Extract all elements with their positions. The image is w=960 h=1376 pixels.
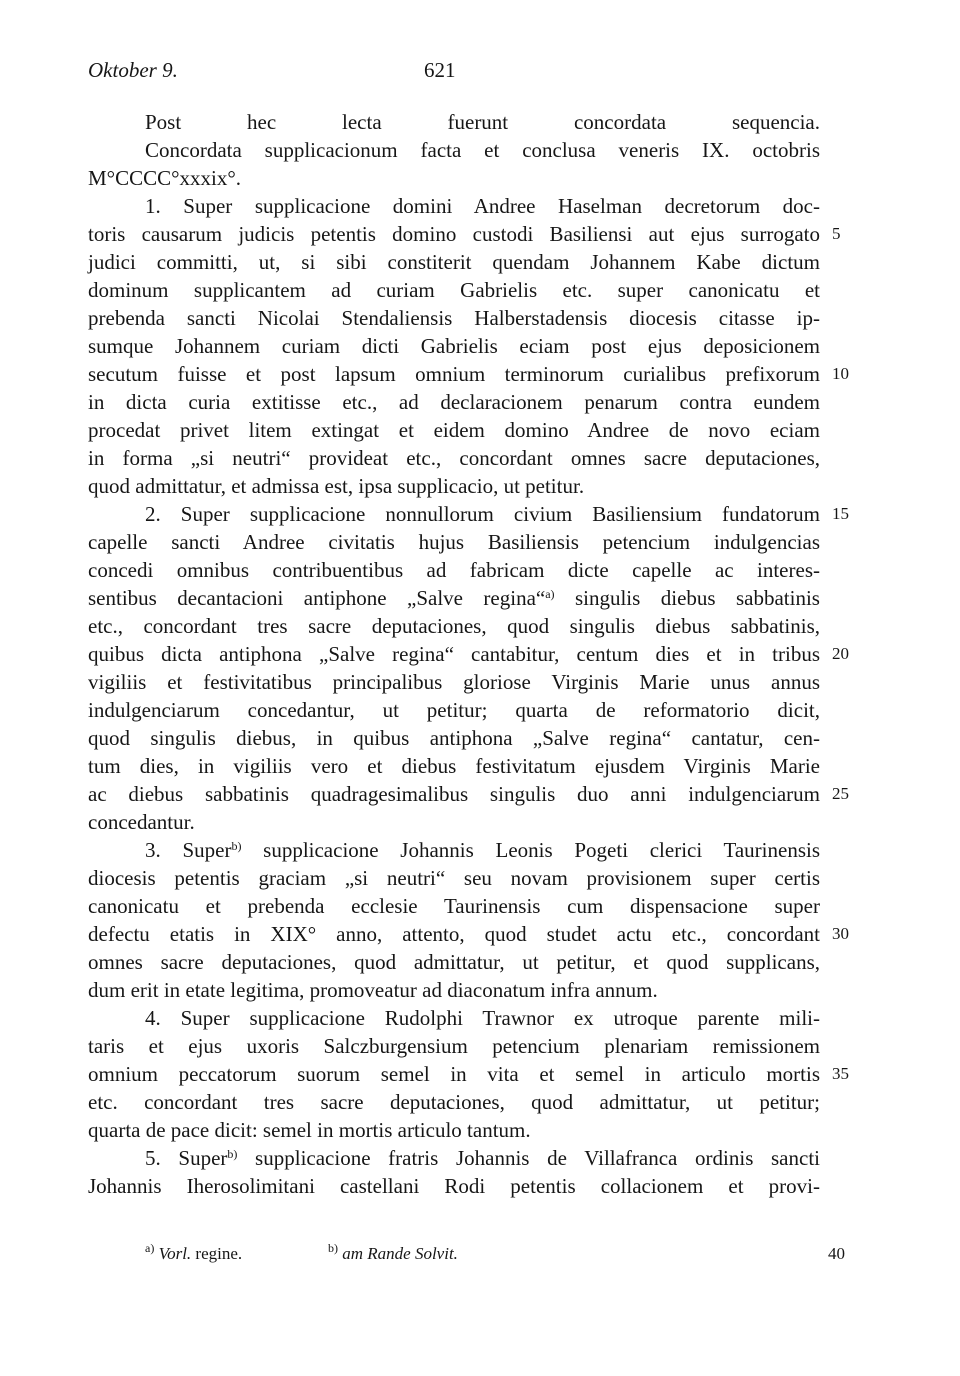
text-line: Johannis Iherosolimitani castellani Rodi petentis collacionem et provi- bbox=[88, 1174, 820, 1198]
text-line: dum erit in etate legitima, promoveatur ad diaconatum infra annum. bbox=[88, 978, 658, 1002]
text-line bbox=[145, 1144, 820, 1172]
text-line: judici committi, ut, si sibi constiterit quendam Johannem Kabe dictum bbox=[88, 250, 820, 274]
text-line bbox=[88, 584, 820, 612]
text-line: diocesis petentis graciam „si neutri“ seu novam provisionem super certis bbox=[88, 866, 820, 890]
text-line: in forma „si neutri“ provideat etc., concordant omnes sacre deputaciones, bbox=[88, 446, 820, 470]
text-line bbox=[145, 836, 820, 864]
footnote-marker: a) bbox=[145, 1241, 155, 1255]
text-line: toris causarum judicis petentis domino custodi Basiliensi aut ejus surrogato bbox=[88, 222, 820, 246]
line-segment: supplicacione fratris Johannis de Villafranca ordinis sancti bbox=[237, 1146, 820, 1170]
line-segment: 5. Super bbox=[145, 1146, 228, 1170]
text-line: quarta de pace dicit: semel in mortis articulo tantum. bbox=[88, 1118, 531, 1142]
margin-line-number: 35 bbox=[832, 1064, 849, 1083]
margin-line-number: 25 bbox=[832, 784, 849, 803]
text-line: quibus dicta antiphona „Salve regina“ cantabitur, centum dies et in tribus bbox=[88, 642, 820, 666]
text-line: ac diebus sabbatinis quadragesimalibus singulis duo anni indulgenciarum bbox=[88, 782, 820, 806]
margin-line-number: 20 bbox=[832, 644, 849, 663]
line-segment: 3. Super bbox=[145, 838, 232, 862]
text-line: defectu etatis in XIX° anno, attento, quod studet actu etc., concordant bbox=[88, 922, 820, 946]
text-line: M°CCCC°xxxix°. bbox=[88, 166, 241, 190]
margin-line-number: 5 bbox=[832, 224, 841, 243]
footer-line-number: 40 bbox=[828, 1244, 845, 1263]
text-line: etc. concordant tres sacre deputaciones, quod admittatur, ut petitur; bbox=[88, 1090, 820, 1114]
text-line: quod singulis diebus, in quibus antiphona „Salve regina“ cantatur, cen- bbox=[88, 726, 820, 750]
text-line: vigiliis et festivitatibus principalibus gloriose Virginis Marie unus annus bbox=[88, 670, 820, 694]
text-line: taris et ejus uxoris Salczburgensium petencium plenariam remissionem bbox=[88, 1034, 820, 1058]
text-line: dominum supplicantem ad curiam Gabrielis etc. super canonicatu et bbox=[88, 278, 820, 302]
footnote-text: regine. bbox=[195, 1244, 243, 1263]
text-line: 2. Super supplicacione nonnullorum civium Basiliensium fundatorum bbox=[145, 502, 820, 526]
line-segment: sentibus decantacioni antiphone „Salve regina“ bbox=[88, 586, 546, 610]
text-line: omnes sacre deputaciones, quod admittatur, ut petitur, et quod supplicans, bbox=[88, 950, 820, 974]
line-segment: supplicacione Johannis Leonis Pogeti clerici Taurinensis bbox=[241, 838, 821, 862]
line-segment: singulis diebus sabbatinis bbox=[554, 586, 820, 610]
text-line: etc., concordant tres sacre deputaciones, quod singulis diebus sabbatinis, bbox=[88, 614, 820, 638]
text-line: 1. Super supplicacione domini Andree Haselman decretorum doc- bbox=[145, 194, 820, 218]
text-line: quod admittatur, et admissa est, ipsa supplicacio, ut petitur. bbox=[88, 474, 585, 498]
text-line: capelle sancti Andree civitatis hujus Basiliensis petencium indulgencias bbox=[88, 530, 820, 554]
text-line: concedantur. bbox=[88, 810, 195, 834]
margin-line-number: 15 bbox=[832, 504, 849, 523]
running-title: Oktober 9. bbox=[88, 58, 178, 82]
text-line: Concordata supplicacionum facta et conclusa veneris IX. octobris bbox=[145, 138, 820, 162]
footnote-text: am Rande Solvit. bbox=[342, 1244, 458, 1263]
text-line: tum dies, in vigiliis vero et diebus festivitatum ejusdem Virginis Marie bbox=[88, 754, 820, 778]
footnote-ref-a: a) bbox=[545, 587, 555, 601]
footnote-ref-b: b) bbox=[231, 839, 242, 853]
footnote-b bbox=[328, 1242, 458, 1266]
margin-line-number: 10 bbox=[832, 364, 849, 383]
footnote-marker: b) bbox=[328, 1241, 338, 1255]
text-line: 4. Super supplicacione Rudolphi Trawnor ex utroque parente mili- bbox=[145, 1006, 820, 1030]
footnote-a bbox=[145, 1242, 242, 1266]
text-line: sumque Johannem curiam dicti Gabrielis eciam post ejus deposicionem bbox=[88, 334, 820, 358]
text-line: procedat privet litem extingat et eidem domino Andree de novo eciam bbox=[88, 418, 820, 442]
text-line: prebenda sancti Nicolai Stendaliensis Halberstadensis diocesis citasse ip- bbox=[88, 306, 820, 330]
text-line: concedi omnibus contribuentibus ad fabricam dicte capelle ac interes- bbox=[88, 558, 820, 582]
footnote-text: Vorl. bbox=[158, 1244, 192, 1263]
text-line: omnium peccatorum suorum semel in vita et semel in articulo mortis bbox=[88, 1062, 820, 1086]
text-line: secutum fuisse et post lapsum omnium terminorum curialibus prefixorum bbox=[88, 362, 820, 386]
page-number: 621 bbox=[424, 58, 456, 82]
margin-line-number: 30 bbox=[832, 924, 849, 943]
text-line: indulgenciarum concedantur, ut petitur; quarta de reformatorio dicit, bbox=[88, 698, 820, 722]
text-line: Post hec lecta fuerunt concordata sequencia. bbox=[145, 110, 820, 134]
text-line: canonicatu et prebenda ecclesie Taurinensis cum dispensacione super bbox=[88, 894, 820, 918]
text-line: in dicta curia extitisse etc., ad declaracionem penarum contra eundem bbox=[88, 390, 820, 414]
footnote-ref-b: b) bbox=[227, 1147, 238, 1161]
